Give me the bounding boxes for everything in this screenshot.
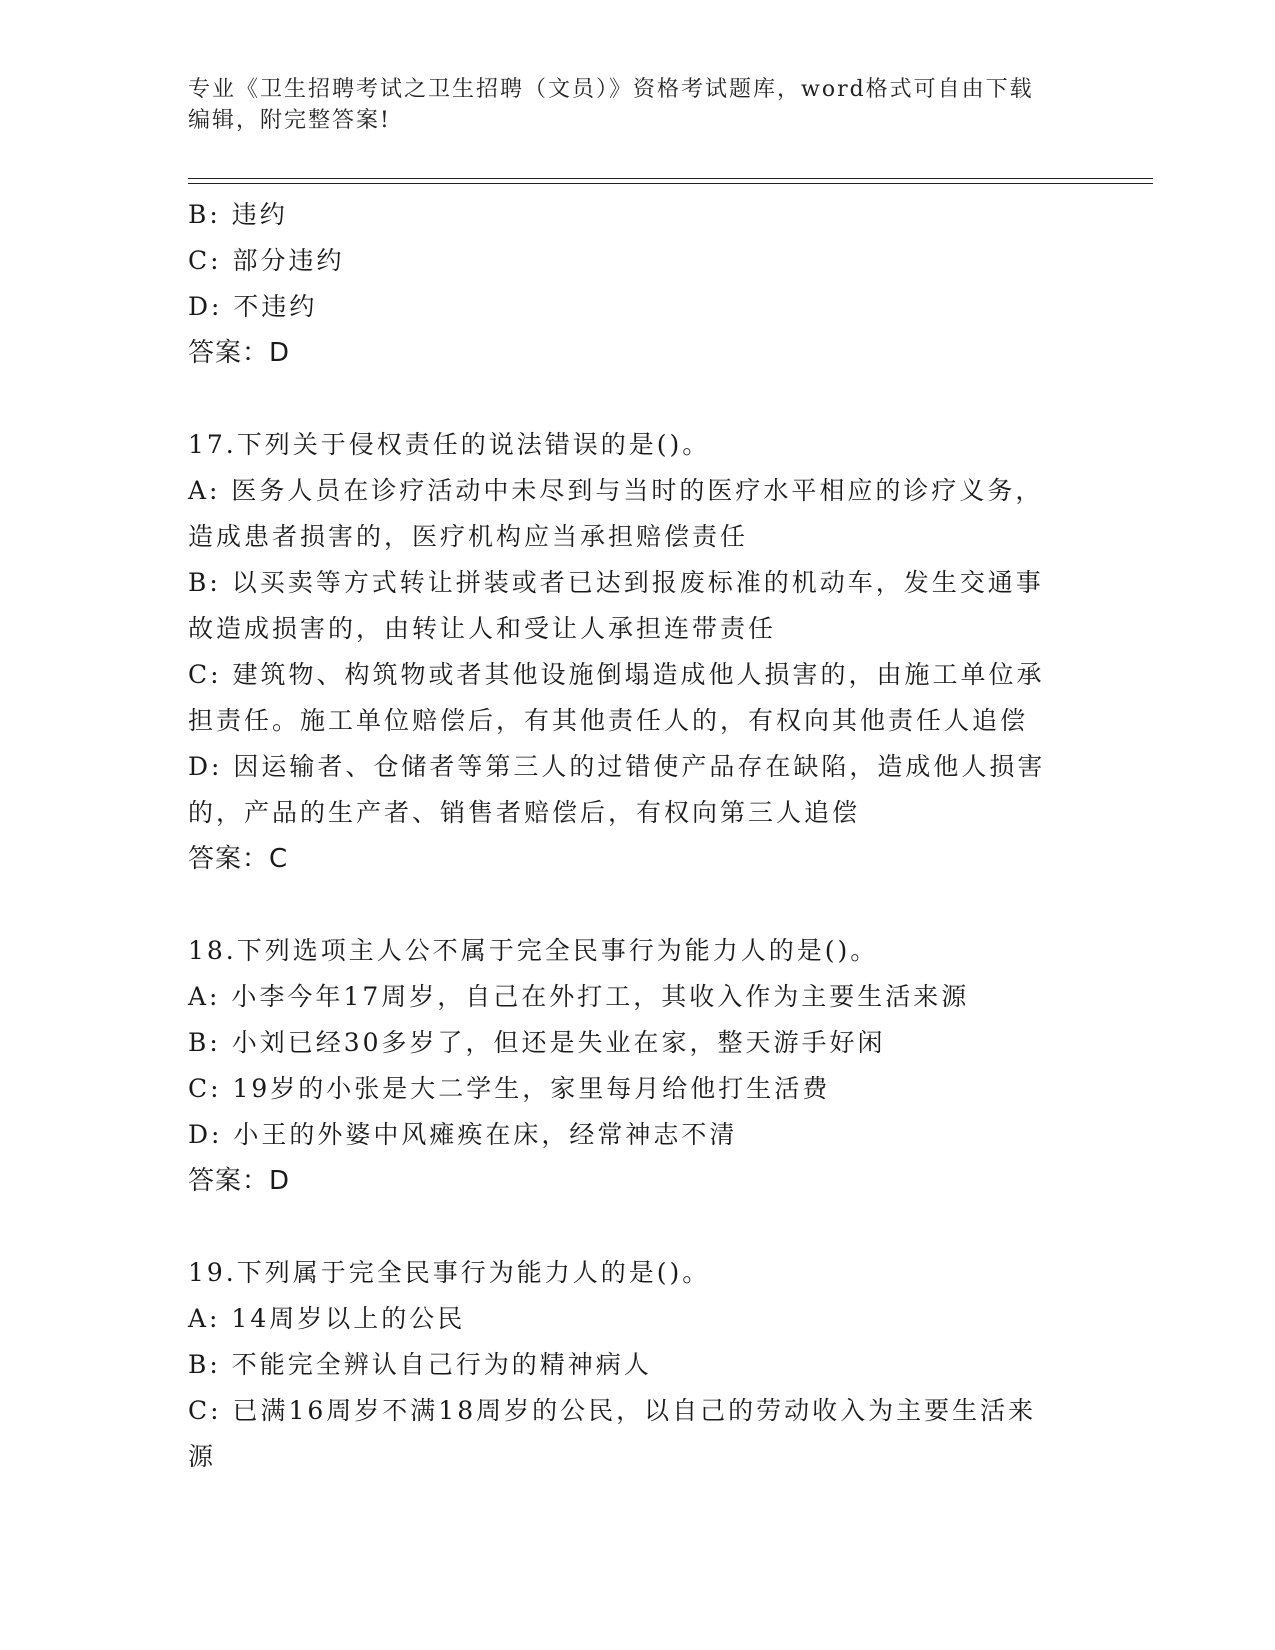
q17-option-b-line-2: 故造成损害的，由转让人和受让人承担连带责任: [188, 614, 777, 643]
q19-option-c-line-1: C: 已满16周岁不满18周岁的公民，以自己的劳动收入为主要生活来: [188, 1396, 1037, 1425]
q17-option-c-line-2: 担责任。施工单位赔偿后，有其他责任人的，有权向其他责任人追偿: [188, 706, 1029, 735]
document-header: [188, 74, 1088, 136]
q19-option-c-line-2: 源: [188, 1442, 217, 1471]
header-line-2: 编辑，附完整答案!: [188, 108, 391, 133]
q16-option-c: C: 部分违约: [188, 246, 345, 275]
header-line-1: 专业《卫生招聘考试之卫生招聘（文员）》资格考试题库，word格式可自由下载: [188, 77, 1034, 102]
question-19: [188, 1250, 1088, 1480]
header-rule-top: [188, 178, 1153, 179]
q16-option-b: B: 违约: [188, 200, 288, 229]
q17-stem: 17.下列关于侵权责任的说法错误的是()。: [188, 430, 711, 459]
q19-option-b: B: 不能完全辨认自己行为的精神病人: [188, 1350, 652, 1379]
question-content: [188, 192, 1088, 1480]
q18-option-d: D: 小王的外婆中风瘫痪在床，经常神志不清: [188, 1120, 738, 1149]
q16-option-d: D: 不违约: [188, 292, 318, 321]
q17-option-d-line-2: 的，产品的生产者、销售者赔偿后，有权向第三人追偿: [188, 798, 861, 827]
q18-option-c: C: 19岁的小张是大二学生，家里每月给他打生活费: [188, 1074, 831, 1103]
q19-stem: 19.下列属于完全民事行为能力人的是()。: [188, 1258, 711, 1287]
q18-option-a: A: 小李今年17周岁，自己在外打工，其收入作为主要生活来源: [188, 982, 970, 1011]
q17-option-a-line-1: A: 医务人员在诊疗活动中未尽到与当时的医疗水平相应的诊疗义务，: [188, 476, 1044, 505]
q17-option-a-line-2: 造成患者损害的，医疗机构应当承担赔偿责任: [188, 522, 749, 551]
q18-answer: 答案：D: [188, 1166, 291, 1196]
q18-option-b: B: 小刘已经30多岁了，但还是失业在家，整天游手好闲: [188, 1028, 886, 1057]
q19-option-a: A: 14周岁以上的公民: [188, 1304, 466, 1333]
header-rule-bottom: [188, 183, 1153, 184]
question-17: [188, 422, 1088, 882]
q18-stem: 18.下列选项主人公不属于完全民事行为能力人的是()。: [188, 936, 879, 965]
question-18: [188, 928, 1088, 1204]
q17-option-b-line-1: B: 以买卖等方式转让拼装或者已达到报废标准的机动车，发生交通事: [188, 568, 1044, 597]
q17-option-c-line-1: C: 建筑物、构筑物或者其他设施倒塌造成他人损害的，由施工单位承: [188, 660, 1045, 689]
question-16-tail: [188, 192, 1088, 376]
q17-option-d-line-1: D: 因运输者、仓储者等第三人的过错使产品存在缺陷，造成他人损害: [188, 752, 1046, 781]
q17-answer: 答案：C: [188, 844, 289, 874]
q16-answer: 答案：D: [188, 338, 291, 368]
